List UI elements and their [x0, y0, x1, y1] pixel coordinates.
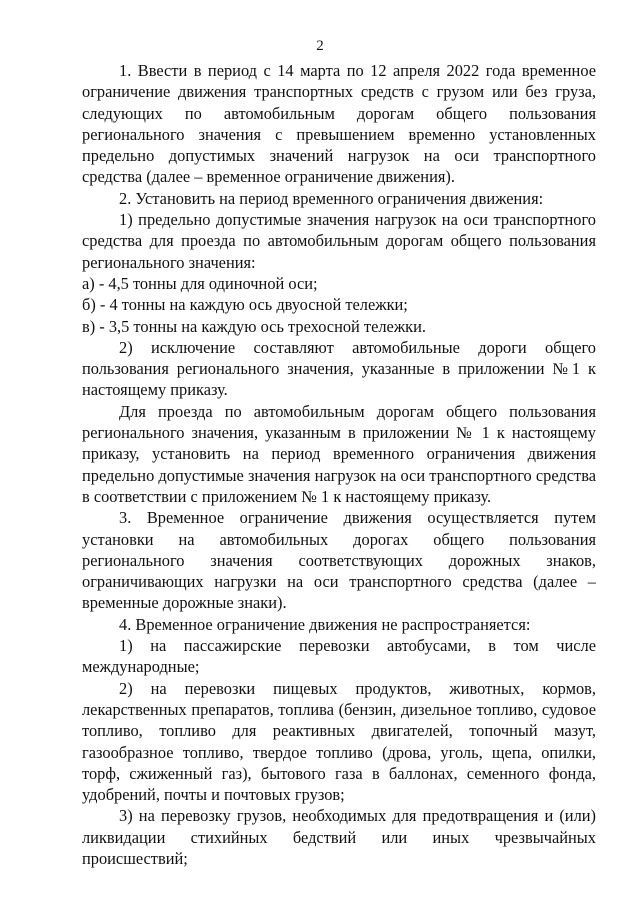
- paragraph: 2) на перевозки пищевых продуктов, животных, кормов, лекарственных препаратов, топлива (бензин, дизельное топливо, судовое топливо, топливо для реактивных двигателей, топочный мазут, газообразное топливо, твердое топливо (дрова, уголь, щепа, опилки, торф, сжиженный газ), бытового газа в баллонах, семенного фонда, удобрений, почты и почтовых грузов;: [82, 678, 596, 805]
- paragraph: 3) на перевозку грузов, необходимых для предотвращения и (или) ликвидации стихийных бедствий или иных чрезвычайных происшествий;: [82, 806, 596, 868]
- paragraph: 2) исключение составляют автомобильные дороги общего пользования регионального значения, указанные в приложении №1 к настоящему приказу.: [82, 337, 596, 400]
- paragraph: 4. Временное ограничение движения не распространяется:: [119, 614, 531, 634]
- paragraph: 1) предельно допустимые значения нагрузок на оси транспортного средства для проезда по автомобильным дорогам общего пользования регионального значения:: [82, 210, 596, 272]
- list-item: а) - 4,5 тонны для одиночной оси;: [82, 273, 318, 293]
- list-item: б) - 4 тонны на каждую ось двуосной тележки;: [82, 295, 408, 315]
- paragraph: Для проезда по автомобильным дорогам общего пользования регионального значения, указанным в приложении № 1 к настоящему приказу, установить на период временного ограничения движения предельно допустимые значения нагрузок на оси транспортного средства в соответствии с приложением № 1 к настоящему приказу.: [82, 401, 596, 506]
- list-item: в) - 3,5 тонны на каждую ось трехосной тележки.: [82, 316, 426, 336]
- paragraph: 1. Ввести в период с 14 марта по 12 апреля 2022 года временное ограничение движения транспортных средств с грузом или без груза, следующих по автомобильным дорогам общего пользования регионального значения с превышением временно установленных предельно допустимых значений нагрузок на оси транспортного средства (далее – временное ограничение движения).: [82, 61, 596, 187]
- paragraph: 2. Установить на период временного ограничения движения:: [119, 188, 544, 208]
- paragraph: 1) на пассажирские перевозки автобусами, в том числе международные;: [82, 636, 596, 677]
- page-number: 2: [316, 38, 324, 54]
- document-body: [82, 60, 596, 869]
- paragraph: 3. Временное ограничение движения осуществляется путем установки на автомобильных дорогах общего пользования регионального значения соответствующих дорожных знаков, ограничивающих нагрузки на оси транспортного средства (далее – временные дорожные знаки).: [82, 508, 596, 613]
